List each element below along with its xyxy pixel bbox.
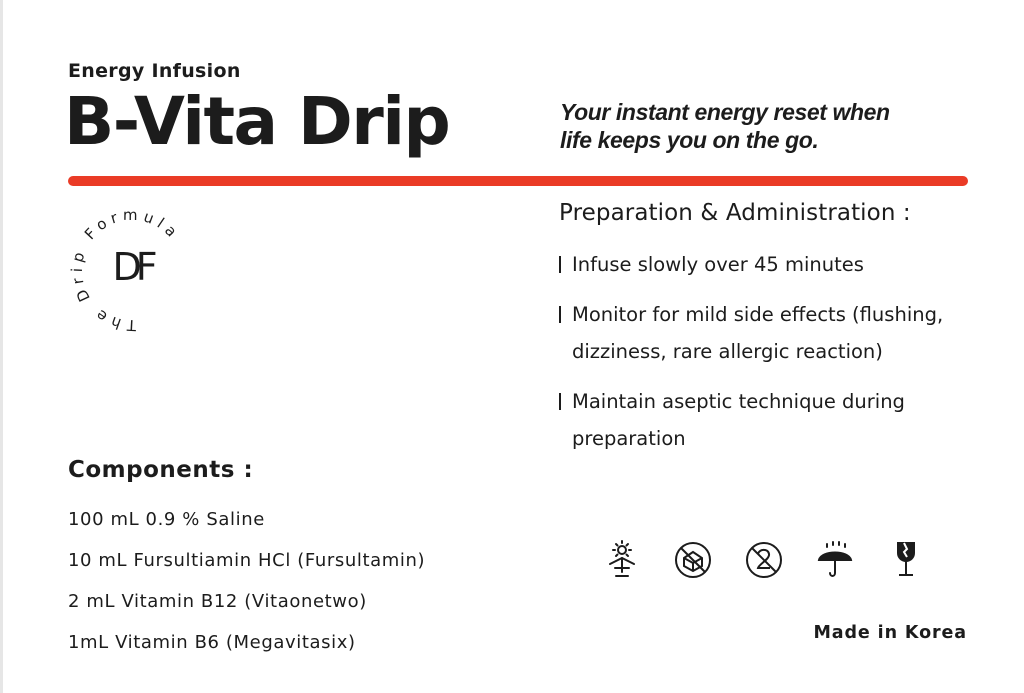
do-not-reuse-icon: [742, 538, 786, 582]
preparation-item: Maintain aseptic technique during preparation: [559, 383, 979, 457]
product-tagline: [560, 98, 960, 154]
accent-divider: [68, 176, 968, 186]
preparation-heading: Preparation & Administration :: [559, 200, 911, 226]
component-item: 2 mL Vitamin B12 (Vitaonetwo): [68, 591, 367, 612]
bullet-bar: [559, 256, 561, 273]
product-category: Energy Infusion: [68, 60, 241, 82]
tagline-line-1: Your instant energy reset when: [560, 99, 890, 125]
preparation-item: Infuse slowly over 45 minutes: [559, 246, 979, 283]
tagline-line-2: life keeps you on the go.: [560, 127, 819, 153]
country-of-origin: Made in Korea: [813, 623, 967, 643]
preparation-list: [559, 246, 979, 470]
handling-symbols: [600, 538, 928, 582]
preparation-item: Monitor for mild side effects (flushing, dizziness, rare allergic reaction): [559, 296, 979, 370]
keep-away-from-sunlight-icon: [600, 538, 644, 582]
component-item: 10 mL Fursultiamin HCl (Fursultamin): [68, 550, 426, 571]
logo-monogram: DF: [112, 245, 152, 289]
do-not-freeze-icon: [671, 538, 715, 582]
logo-ring-text: The Drip Formula: [67, 205, 184, 335]
components-list: [68, 499, 425, 663]
keep-dry-icon: [813, 538, 857, 582]
product-title: B-Vita Drip: [64, 83, 450, 160]
component-item: 1mL Vitamin B6 (Megavitasix): [68, 632, 356, 653]
bullet-bar: [559, 306, 561, 323]
component-item: 100 mL 0.9 % Saline: [68, 509, 265, 530]
page-edge: [0, 0, 3, 693]
brand-logo: [62, 200, 202, 340]
components-heading: Components :: [68, 457, 254, 483]
bullet-bar: [559, 393, 561, 410]
fragile-icon: [884, 538, 928, 582]
